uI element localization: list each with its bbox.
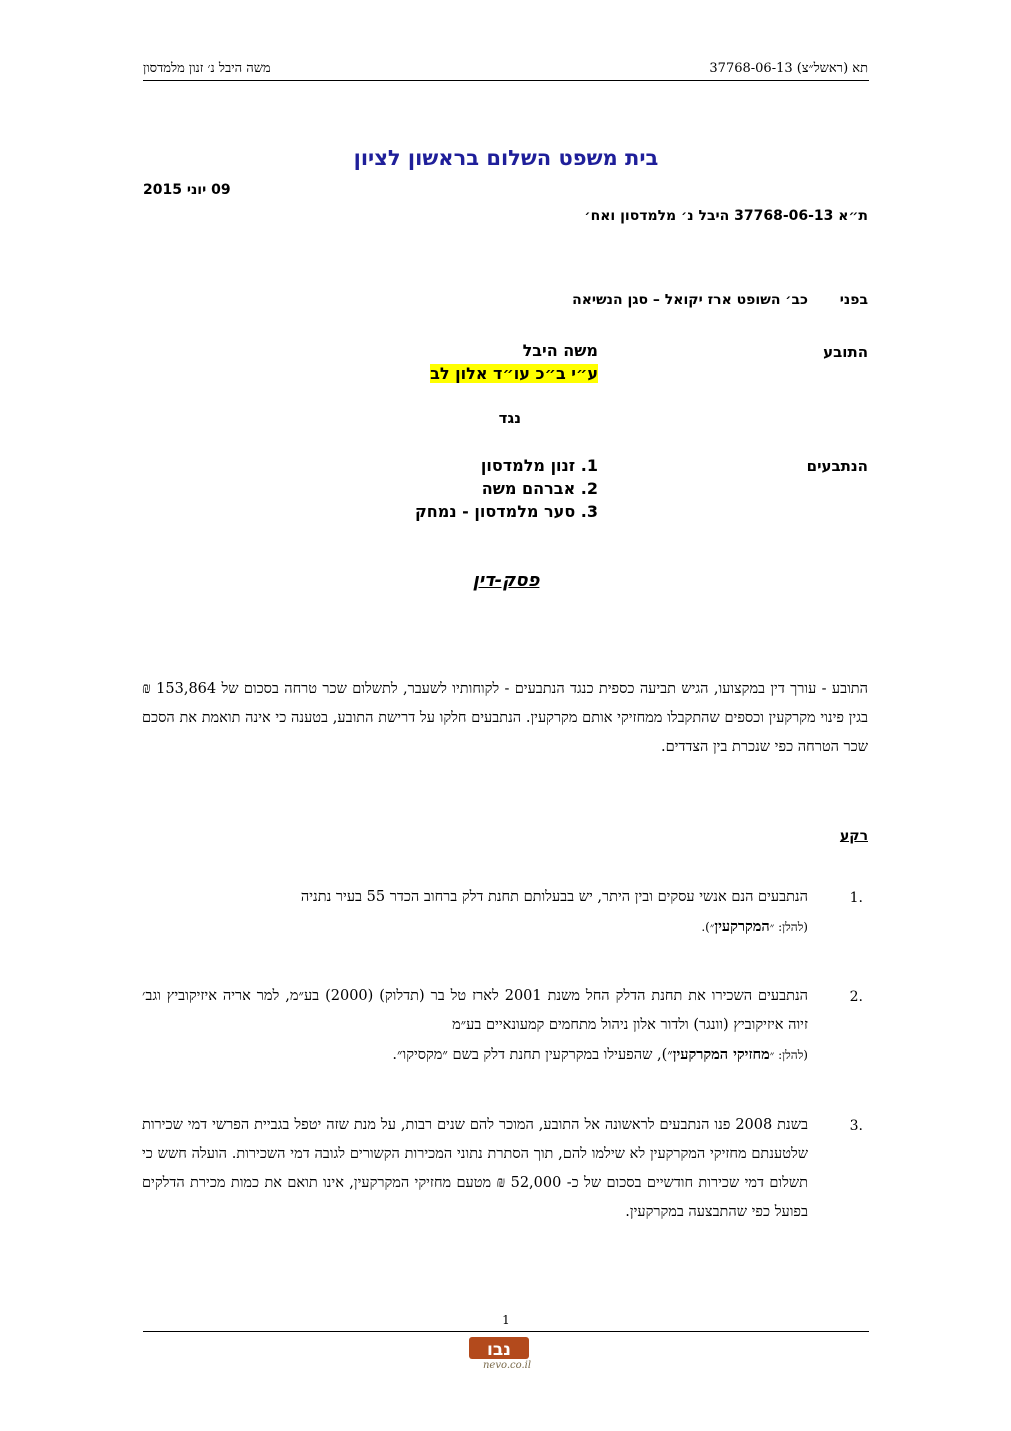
intro-paragraph: התובע - עורך דין במקצועו, הגיש תביעה כספית כנגד הנתבעים - לקוחותיו לשעבר, לתשלום שכר טרחה בסכום של 153,864 ₪ בגין פינוי מקרקעין וכספים שהתקבלו ממחזיקי אותם מקרקעין. הנתבעים חלקו על דרישת התובע, בטענה כי אינה תואמת את הסכם שכר הטרחה כפי שנכרת בין הצדדים. [142, 681, 868, 755]
decision-date: 09 יוני 2015 [143, 182, 231, 198]
paragraph-number: 3. [849, 1118, 863, 1134]
defendant-1: 1. זנון מלמדסון [480, 456, 598, 475]
defendants-label: הנתבעים [806, 457, 868, 475]
defendant-3: 3. סער מלמדסון - נמחק [414, 502, 598, 521]
svg-text:נבו: נבו [487, 1340, 511, 1360]
paragraph-text: הנתבעים הנם אנשי עסקים ובין היתר, יש בבעלותם תחנת דלק ברחוב הכדר 55 בעיר נתניה (להלן: ״המקרקעין״). [300, 889, 808, 935]
nevo-logo-icon [467, 1335, 553, 1371]
paragraph-number: 2. [849, 989, 863, 1005]
before-label: בפני [839, 292, 868, 308]
paragraph-text: הנתבעים השכירו את תחנת הדלק החל משנת 2001 לארז טל בר (תדלוק) (2000) בע״מ, למר אריה איזיקוביץ וגב׳ זיוה איזיקוביץ (וונגר) ולדור אלון ניהול מתחמים קמעונאיים בע״מ (להלן: ״מחזיקי המקרקעין״), שהפעילו במקרקעין תחנת דלק בשם ״מקסיקו״. [142, 988, 809, 1063]
verdict-title: פסק-דין [472, 570, 540, 591]
paragraph-body: הנתבעים השכירו את תחנת הדלק החל משנת 2001 לארז טל בר (תדלוק) (2000) בע״מ, למר אריה איזיקוביץ וגב׳ זיוה איזיקוביץ (וונגר) ולדור אלון ניהול מתחמים קמעונאיים בע״מ [142, 988, 809, 1033]
page-number: 1 [502, 1313, 510, 1327]
defendant-2: 2. אברהם משה [481, 479, 598, 498]
footer-divider [143, 1331, 869, 1332]
plaintiff-name: משה היבל [522, 341, 598, 360]
paragraph-text: בשנת 2008 פנו הנתבעים לראשונה אל התובע, המוכר להם שנים רבות, על מנת שזה יטפל בגביית הפרשי דמי שכירות שלטענתם מחזיקי המקרקעין לא שילמו להם, תוך הסתרת נתוני המכירות הקשורים לגובה דמי השכירות. הועלה חשש כי תשלום דמי שכירות חודשיים בסכום של כ- 52,000 ₪ מטעם מחזיקי המקרקעין, אינו תואם את כמות מכירת הדלקים בפועל כפי שהתבצעה במקרקעין. [142, 1117, 808, 1220]
judge-name: כב׳ השופט ארז יקואל – סגן הנשיאה [572, 292, 808, 308]
plaintiff-counsel: ע״י ב״כ עו״ד אלון לב [430, 364, 598, 383]
court-name: בית משפט השלום בראשון לציון [353, 146, 659, 170]
background-heading: רקע [839, 828, 868, 844]
versus-label: נגד [498, 409, 521, 427]
nevo-logo [467, 1335, 553, 1375]
paragraph-number: 1. [849, 890, 863, 906]
header-divider [143, 80, 869, 81]
header-case-number: תא (ראשל״צ) 37768-06-13 [709, 61, 868, 76]
paragraph-body: הנתבעים הנם אנשי עסקים ובין היתר, יש בבעלותם תחנת דלק ברחוב הכדר 55 בעיר נתניה [300, 889, 808, 905]
case-title: ת״א 37768-06-13 היבל נ׳ מלמדסון ואח׳ [584, 208, 868, 224]
plaintiff-label: התובע [823, 343, 868, 361]
header-parties: משה היבל נ׳ זנון מלמדסון [143, 61, 271, 76]
svg-text:nevo.co.il: nevo.co.il [482, 1360, 532, 1371]
